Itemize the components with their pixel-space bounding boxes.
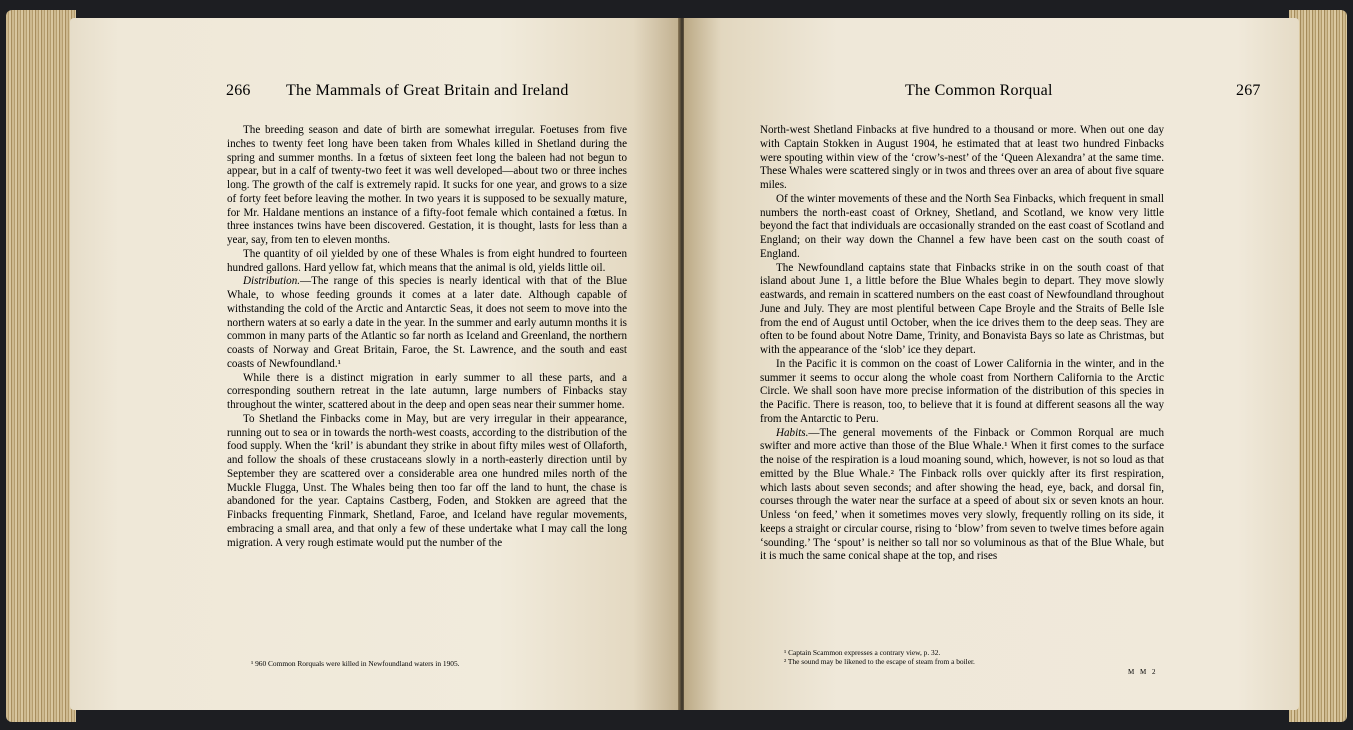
paragraph: The quantity of oil yielded by one of these Whales is from eight hundred to fourteen hundred gallons. Hard yellow fat, which means that the animal is old, yields little oil. — [227, 247, 627, 274]
right-page-header — [905, 82, 1270, 104]
left-footnotes — [241, 659, 621, 668]
left-running-title: The Mammals of Great Britain and Ireland — [286, 82, 569, 99]
left-page-header — [226, 82, 631, 104]
paragraph: While there is a distinct migration in early summer to all these parts, and a corresponding southern retreat in the late autumn, large numbers of Finbacks stay throughout the winter, scattered about in the deep and open seas near their summer home. — [227, 371, 627, 411]
paragraph — [227, 275, 627, 371]
italic-heading: Habits. — [776, 426, 809, 439]
paragraph: To Shetland the Finbacks come in May, but are very irregular in their appearance, running out to sea or in towards the north-west coasts, according to the distribution of the food supply. When the ‘kril’ is abundant they strike in about fifty miles west of Ollaforth, and follow the shoals of these crustaceans slowly in a north-easterly direction until by September they are scattered over a considerable area one hundred miles north of the Muckle Flugga, Unst. The Whales being then too far off the land to hunt, the chase is abandoned for the year. Captains Castberg, Foden, and Stokken are agreed that the Finbacks frequenting Finmark, Shetland, Faroe, and Iceland have regular movements, embracing a small area, and that only a few of these undertake what I may call the long migration. A very rough estimate would put the number of the — [227, 412, 627, 549]
right-page-number: 267 — [1236, 82, 1261, 99]
left-page-number: 266 — [226, 82, 251, 99]
paragraph-text: —The general movements of the Finback or Common Rorqual are much swifter and more active than those of the Blue Whale.¹ When it first comes to the surface the noise of the respiration is a loud moaning sound, which, however, is not so loud as that emitted by the Blue Whale.² The Finback rolls over quickly after its first respiration, which lasts about seven seconds; and after showing the head, eye, back, and dorsal fin, courses through the water near the surface at a speed of about six or seven knots an hour. Unless ‘on feed,’ when it sometimes moves very slowly, frequently rolling on its side, it keeps a straight or circular course, rising to ‘blow’ from seven to twelve times before again ‘sounding.’ The ‘spout’ is neither so tall nor so voluminous as that of the Blue Whale, but it is much the same conical shape at the top, and rises — [760, 426, 1164, 563]
italic-heading: Distribution. — [243, 275, 301, 288]
left-page-body — [227, 124, 627, 550]
right-running-title: The Common Rorqual — [905, 82, 1053, 99]
signature-mark: M M 2 — [1128, 668, 1158, 676]
paragraph: In the Pacific it is common on the coast of Lower California in the winter, and in the summer it seems to occur along the whole coast from Northern California to the Arctic Circle. We shall soon have more precise information of the distribution of this species in the Pacific. There is reason, too, to believe that it is found at different seasons all the way from the Antarctic to Peru. — [760, 357, 1164, 425]
footnote: ¹ 960 Common Rorquals were killed in Newfoundland waters in 1905. — [251, 659, 460, 668]
right-page-body — [760, 124, 1164, 564]
footnote: ² The sound may be likened to the escape of steam from a boiler. — [784, 657, 975, 666]
paragraph: The breeding season and date of birth are somewhat irregular. Foetuses from five inches to twenty feet long have been taken from Whales killed in Shetland during the spring and summer months. In a fœtus of sixteen feet long the baleen had not begun to appear, but in a calf of twenty-two feet it was well developed—about two or three inches long. The growth of the calf is extremely rapid. It sucks for one year, and grows to a size of forty feet before leaving the mother. In two years it is supposed to be sexually mature, for Mr. Haldane mentions an instance of a fifty-foot female which contained a fœtus. In three instances twins have been discovered. Gestation, it is thought, lasts for less than a year, say, from ten to eleven months. — [227, 124, 627, 246]
paragraph: Of the winter movements of these and the North Sea Finbacks, which frequent in small numbers the north-east coast of Orkney, Shetland, and Scotland, we know very little beyond the fact that individuals are occasionally stranded on the east coast of Scotland and England; on their way down the Channel a few have been cast on the south coast of England. — [760, 192, 1164, 260]
paragraph: North-west Shetland Finbacks at five hundred to a thousand or more. When out one day with Captain Stokken in August 1904, he estimated that at least two hundred Finbacks were spouting within view of the ‘crow’s-nest’ of the ‘Queen Alexandra’ at the same time. These Whales were scattered singly or in twos and threes over an area of about five square miles. — [760, 124, 1164, 191]
footnote: ¹ Captain Scammon expresses a contrary view, p. 32. — [784, 648, 941, 657]
paragraph-text: —The range of this species is nearly identical with that of the Blue Whale, to whose feeding grounds it comes at a later date. Although capable of withstanding the cold of the Arctic and Antarctic Seas, it does not seem to move into the northern waters at so early a date in the year. In the summer and early autumn months it is common in many parts of the Atlantic so far north as Iceland and Greenland, the northern coasts of Norway and Great Britain, Faroe, the St. Lawrence, and the south and east coasts of Newfoundland.¹ — [227, 275, 627, 370]
paragraph — [760, 427, 1164, 565]
left-page-edges — [6, 10, 76, 722]
right-footnotes — [774, 648, 1134, 666]
paragraph: The Newfoundland captains state that Finbacks strike in on the south coast of that island about June 1, a little before the Blue Whales begin to depart. They move slowly eastwards, and remain in scattered numbers on the east coast of Newfoundland throughout June and July. They are most plentiful between Cape Broyle and the Straits of Belle Isle from the end of August until October, when the ice drives them to the deep seas. They are often to be found about Notre Dame, Trinity, and Bonavista Bays so late as Christmas, but with the appearance of the ‘slob’ ice they depart. — [760, 261, 1164, 356]
